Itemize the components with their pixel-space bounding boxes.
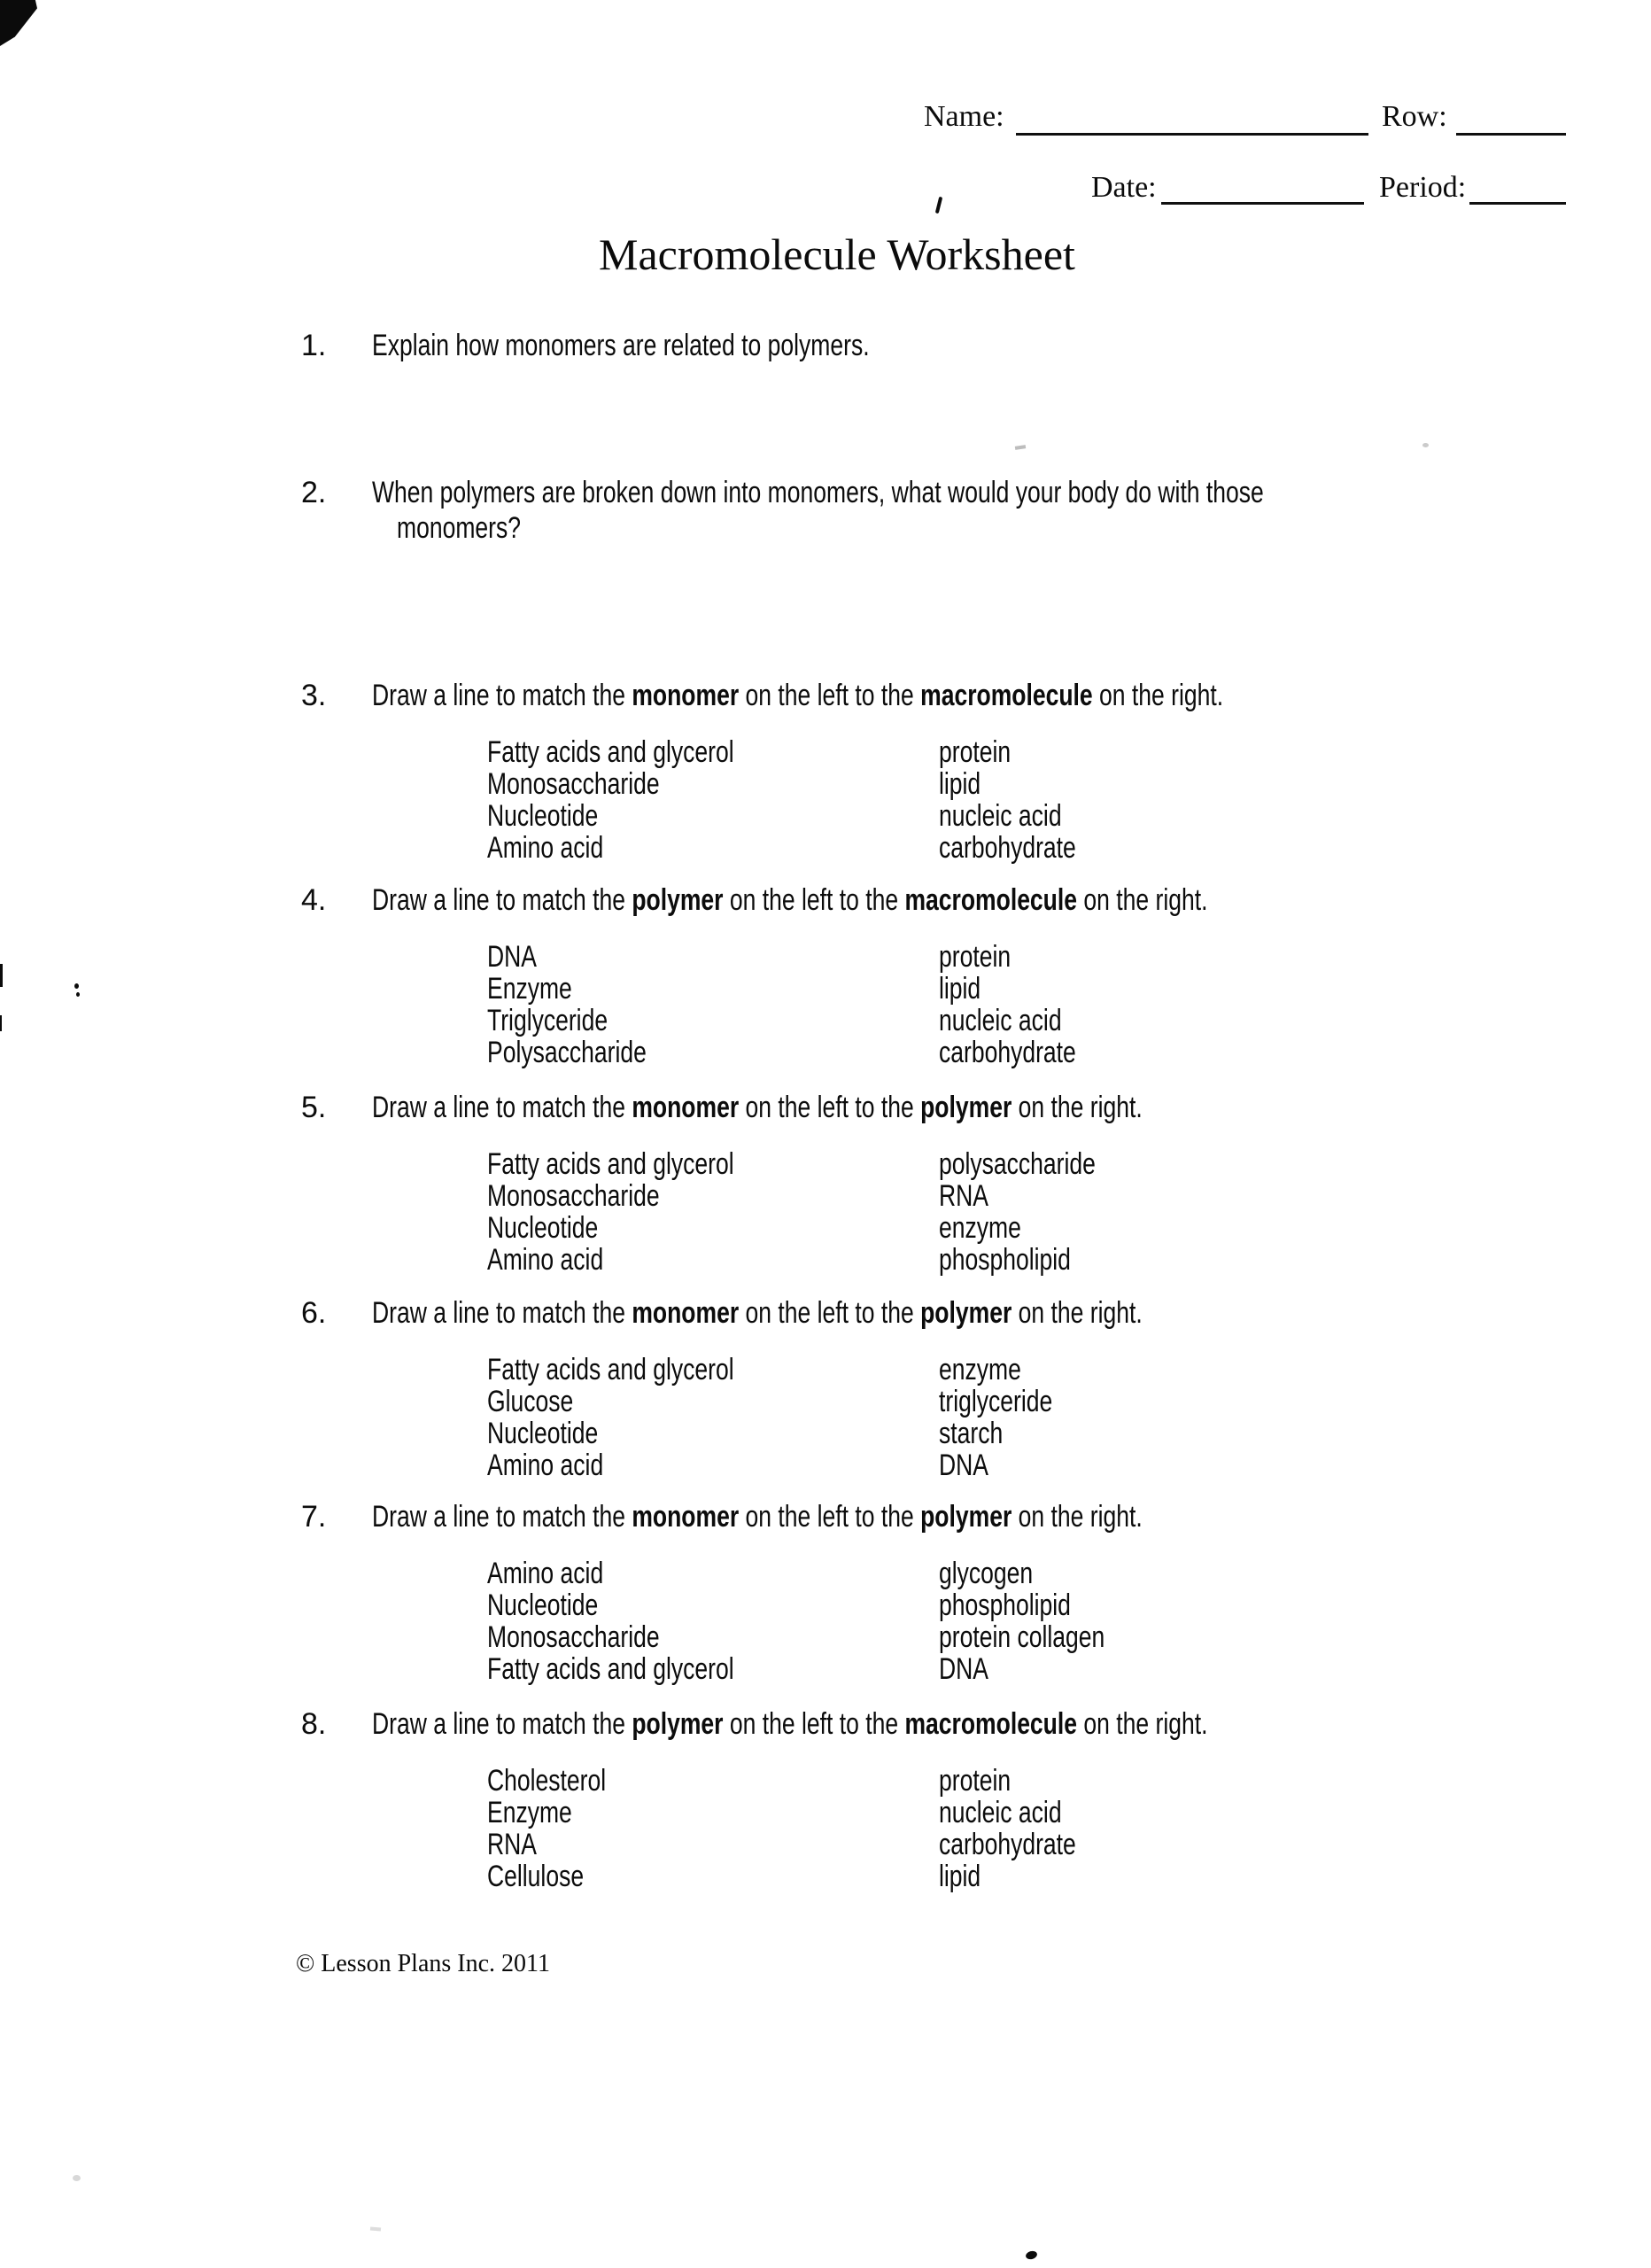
match-left-column (487, 1354, 734, 1481)
question-keyword-2: macromolecule (904, 1707, 1078, 1741)
match-item-right: lipid (939, 972, 981, 1006)
question-number: 4. (301, 883, 327, 917)
question-prefix: Draw a line to match the (372, 1296, 632, 1330)
scan-speck (1025, 2249, 1038, 2260)
period-blank-line (1469, 202, 1566, 205)
question-text (372, 678, 1223, 713)
scan-stray-mark (935, 197, 942, 214)
name-blank-line (1016, 133, 1368, 136)
question-prefix: Draw a line to match the (372, 679, 632, 712)
match-item-left: Triglyceride (487, 1004, 608, 1037)
question-number: 8. (301, 1707, 327, 1741)
match-item-right: carbohydrate (939, 1036, 1076, 1069)
question-keyword-1: monomer (632, 679, 740, 712)
match-item-left: Nucleotide (487, 1211, 599, 1245)
row-label: Row: (1382, 100, 1447, 133)
question-suffix: on the right. (1077, 1707, 1208, 1741)
match-item-right: protein (939, 735, 1012, 769)
question-number: 2. (301, 476, 327, 509)
match-item-left: Fatty acids and glycerol (487, 1147, 734, 1181)
match-item-right: nucleic acid (939, 1796, 1062, 1829)
question-text (372, 882, 1207, 918)
scan-speck (73, 2175, 81, 2181)
question-keyword-2: polymer (920, 1091, 1012, 1124)
scan-speck (370, 2226, 381, 2231)
match-item-right: lipid (939, 1860, 981, 1893)
question-prefix: When polymers are broken down into monomers, what would your body do with those (372, 476, 1264, 509)
match-item-left: Glucose (487, 1385, 574, 1418)
question-number: 1. (301, 329, 327, 362)
match-right-column (939, 736, 1076, 864)
question-middle: on the left to the (723, 883, 905, 917)
scan-edge-mark (0, 1015, 2, 1031)
question-suffix: on the right. (1012, 1296, 1143, 1330)
match-left-column (487, 736, 734, 864)
match-item-left: Fatty acids and glycerol (487, 1652, 734, 1686)
question-block-3 (301, 678, 1630, 869)
match-item-right: phospholipid (939, 1588, 1071, 1622)
question-middle: on the left to the (739, 1500, 921, 1534)
match-item-right: RNA (939, 1179, 989, 1213)
match-item-left: Fatty acids and glycerol (487, 1353, 734, 1386)
question-suffix: on the right. (1012, 1500, 1143, 1534)
match-left-column (487, 1557, 734, 1685)
question-suffix: on the right. (1012, 1091, 1143, 1124)
match-item-right: enzyme (939, 1211, 1021, 1245)
match-item-right: starch (939, 1417, 1004, 1450)
match-item-left: Amino acid (487, 1557, 604, 1590)
question-text-line2: monomers? (397, 511, 522, 545)
match-item-right: glycogen (939, 1557, 1034, 1590)
footer-copyright: © Lesson Plans Inc. 2011 (296, 1950, 550, 1977)
match-item-left: Nucleotide (487, 1417, 599, 1450)
name-label: Name: (924, 100, 1004, 133)
question-suffix: on the right. (1092, 679, 1224, 712)
question-prefix: Draw a line to match the (372, 1707, 632, 1741)
question-middle: on the left to the (739, 679, 921, 712)
question-number: 3. (301, 679, 327, 712)
scan-edge-mark (0, 964, 3, 987)
match-left-column (487, 1765, 606, 1892)
match-item-right: phospholipid (939, 1243, 1071, 1277)
match-right-column (939, 1765, 1076, 1892)
question-prefix: Draw a line to match the (372, 1091, 632, 1124)
match-item-right: lipid (939, 767, 981, 801)
match-item-left: Nucleotide (487, 799, 599, 833)
question-text (372, 1499, 1143, 1534)
question-block-7 (301, 1499, 1630, 1690)
question-keyword-2: macromolecule (920, 679, 1093, 712)
match-item-right: nucleic acid (939, 1004, 1062, 1037)
row-blank-line (1456, 133, 1566, 136)
match-item-right: protein (939, 940, 1012, 974)
question-prefix: Explain how monomers are related to polymers. (372, 329, 870, 362)
scan-speck (1422, 443, 1429, 447)
question-keyword-1: polymer (632, 883, 724, 917)
match-left-column (487, 941, 647, 1068)
question-prefix: Draw a line to match the (372, 1500, 632, 1534)
question-middle: on the left to the (739, 1296, 921, 1330)
question-text (372, 1706, 1207, 1742)
match-item-left: Amino acid (487, 1243, 604, 1277)
match-item-right: DNA (939, 1652, 989, 1686)
match-item-left: Enzyme (487, 1796, 572, 1829)
match-right-column (939, 1557, 1105, 1685)
question-block-2 (301, 475, 1630, 546)
question-text (372, 475, 1264, 510)
question-keyword-1: monomer (632, 1296, 740, 1330)
question-keyword-1: polymer (632, 1707, 724, 1741)
match-item-left: Amino acid (487, 831, 604, 865)
date-label: Date: (1091, 171, 1157, 204)
match-item-left: Fatty acids and glycerol (487, 735, 734, 769)
question-keyword-2: polymer (920, 1500, 1012, 1534)
match-item-left: Nucleotide (487, 1588, 599, 1622)
match-item-right: nucleic acid (939, 799, 1062, 833)
question-text (372, 1295, 1143, 1331)
question-keyword-1: monomer (632, 1500, 740, 1534)
match-left-column (487, 1148, 734, 1276)
match-item-right: carbohydrate (939, 831, 1076, 865)
question-number: 7. (301, 1500, 327, 1534)
question-text (372, 1090, 1143, 1125)
match-item-right: protein (939, 1764, 1012, 1798)
question-block-5 (301, 1090, 1630, 1281)
question-block-4 (301, 882, 1630, 1074)
match-item-right: protein collagen (939, 1620, 1105, 1654)
match-right-column (939, 1354, 1052, 1481)
question-prefix: Draw a line to match the (372, 883, 632, 917)
question-middle: on the left to the (739, 1091, 921, 1124)
scan-speck (76, 992, 80, 997)
match-item-right: DNA (939, 1449, 989, 1482)
match-item-left: Monosaccharide (487, 1620, 660, 1654)
match-item-left: Cellulose (487, 1860, 585, 1893)
question-number: 6. (301, 1296, 327, 1330)
match-item-left: RNA (487, 1828, 538, 1861)
question-block-1 (301, 328, 1630, 363)
match-item-left: Amino acid (487, 1449, 604, 1482)
question-keyword-1: monomer (632, 1091, 740, 1124)
match-item-right: polysaccharide (939, 1147, 1096, 1181)
match-item-left: Cholesterol (487, 1764, 607, 1798)
period-label: Period: (1379, 171, 1467, 204)
scan-corner-artifact (0, 0, 37, 46)
scan-speck (1015, 445, 1026, 450)
question-keyword-2: macromolecule (904, 883, 1078, 917)
question-middle: on the left to the (723, 1707, 905, 1741)
match-item-left: Enzyme (487, 972, 572, 1006)
match-item-right: carbohydrate (939, 1828, 1076, 1861)
question-block-6 (301, 1295, 1630, 1487)
scan-speck (74, 983, 79, 989)
match-item-left: Polysaccharide (487, 1036, 647, 1069)
match-item-left: Monosaccharide (487, 1179, 660, 1213)
match-item-right: enzyme (939, 1353, 1021, 1386)
match-item-left: DNA (487, 940, 538, 974)
match-item-right: triglyceride (939, 1385, 1053, 1418)
question-number: 5. (301, 1091, 327, 1124)
question-block-8 (301, 1706, 1630, 1898)
match-item-left: Monosaccharide (487, 767, 660, 801)
question-suffix: on the right. (1077, 883, 1208, 917)
date-blank-line (1161, 202, 1364, 205)
match-right-column (939, 941, 1076, 1068)
match-right-column (939, 1148, 1096, 1276)
question-keyword-2: polymer (920, 1296, 1012, 1330)
question-text (372, 328, 870, 363)
page-title: Macromolecule Worksheet (599, 229, 1075, 279)
